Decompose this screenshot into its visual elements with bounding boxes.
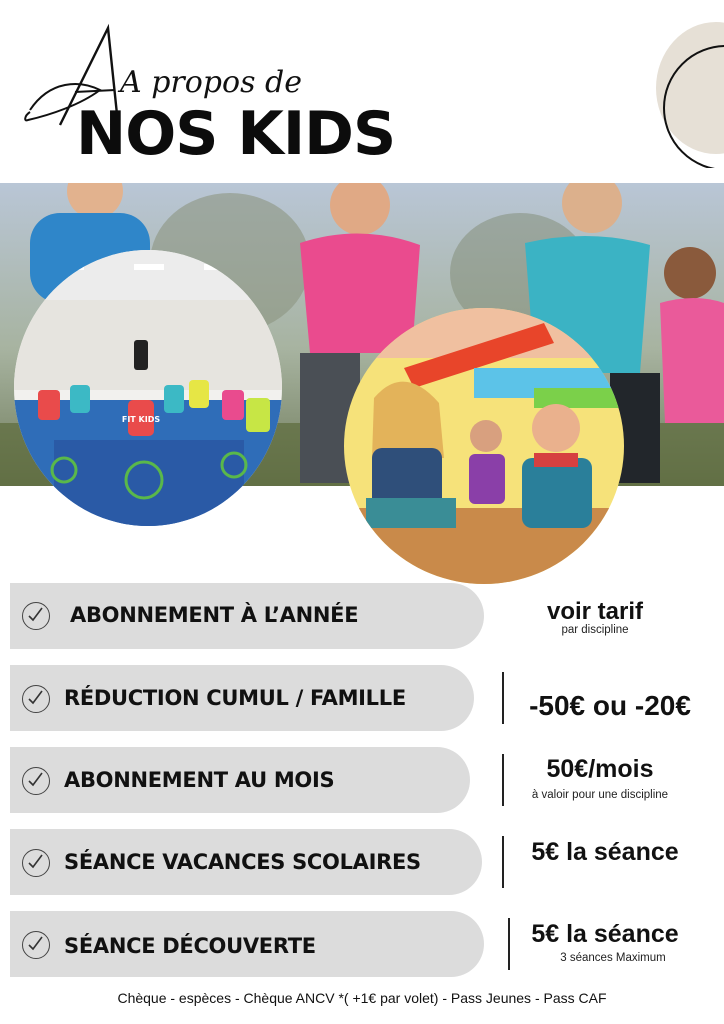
price-annual: voir tarif bbox=[546, 598, 644, 625]
check-circle-icon bbox=[22, 767, 50, 795]
price-monthly: 50€/mois bbox=[546, 755, 654, 783]
check-circle-icon bbox=[22, 602, 50, 630]
decorative-circle bbox=[654, 18, 724, 168]
row-label-annual: ABONNEMENT À L’ANNÉE bbox=[70, 603, 359, 627]
price-sub-annual: par discipline bbox=[561, 624, 629, 636]
price-family: -50€ ou -20€ bbox=[529, 690, 691, 721]
check-circle-icon bbox=[22, 849, 50, 877]
price-holidays: 5€ la séance bbox=[531, 838, 679, 866]
shirt-text: FIT KIDS bbox=[121, 415, 161, 424]
price-sub-discovery: 3 séances Maximum bbox=[560, 952, 666, 964]
page-title: NOS KIDS bbox=[76, 99, 396, 169]
gym-photo bbox=[14, 250, 282, 526]
divider bbox=[502, 836, 504, 888]
divider bbox=[502, 754, 504, 806]
row-label-family: RÉDUCTION CUMUL / FAMILLE bbox=[64, 686, 406, 710]
row-label-monthly: ABONNEMENT AU MOIS bbox=[64, 768, 335, 792]
divider bbox=[502, 672, 504, 724]
dance-photo bbox=[344, 308, 624, 584]
price-discovery: 5€ la séance bbox=[531, 920, 679, 948]
check-circle-icon bbox=[22, 685, 50, 713]
payment-methods: Chèque - espèces - Chèque ANCV *( +1€ par volet) - Pass Jeunes - Pass CAF bbox=[117, 990, 607, 1006]
divider bbox=[508, 918, 510, 970]
price-sub-monthly: à valoir pour une discipline bbox=[531, 789, 669, 801]
row-label-discovery: SÉANCE DÉCOUVERTE bbox=[64, 934, 316, 958]
row-label-holidays: SÉANCE VACANCES SCOLAIRES bbox=[64, 850, 421, 874]
script-title-text: A propos de bbox=[120, 65, 302, 100]
check-circle-icon bbox=[22, 931, 50, 959]
